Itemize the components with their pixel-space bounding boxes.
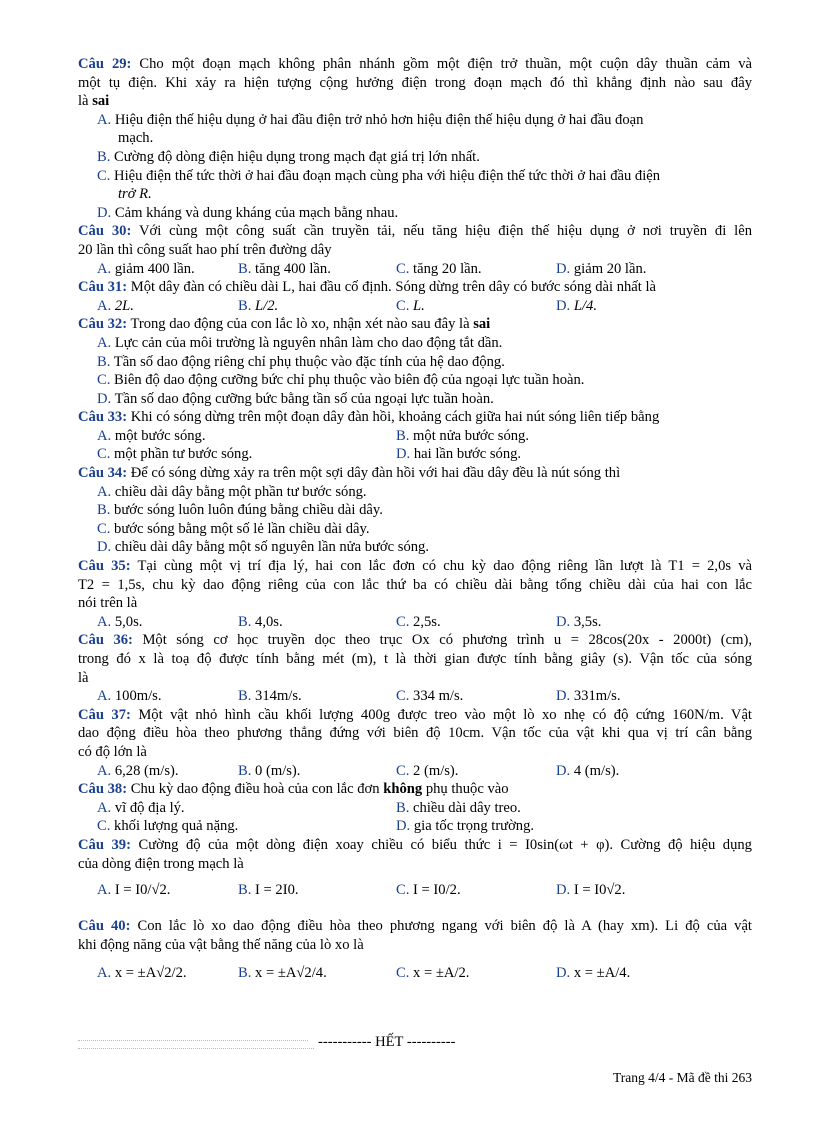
question-text: T2 = 1,5s, chu kỳ dao động riêng của con lắc thứ ba có chiều dài bằng tổng chiều dài của hai con lắc [78,576,752,593]
answer-option[interactable]: B. x = ±A√2/4. [238,965,327,982]
question-text: Với cùng một công suất cần truyền tải, nếu tăng hiệu điện thế hiệu dụng ở nơi truyền đi lên [138,223,752,240]
options-row [78,799,752,818]
options-row [78,260,752,279]
question-text: Con lắc lò xo dao động điều hòa theo phương ngang với biên độ là A (hay xm). Li độ của vật [137,918,752,935]
answer-option[interactable]: C. L. [396,297,425,314]
answer-option[interactable]: D. giảm 20 lần. [556,260,647,277]
question-39 [78,836,752,917]
answer-option[interactable]: B. bước sóng luôn luôn đúng bằng chiều dài dây. [97,502,383,519]
answer-option[interactable]: A. Lực cản của môi trường là nguyên nhân làm cho dao động tắt dần. [97,334,503,351]
options-row [78,817,752,836]
question-label: Câu 30: [78,223,132,240]
answer-option[interactable]: D. chiều dài dây bằng một số nguyên lần nửa bước sóng. [97,539,429,556]
answer-option[interactable]: B. Tần số dao động riêng chỉ phụ thuộc vào đặc tính của hệ dao động. [97,353,505,370]
question-40 [78,917,752,998]
answer-option[interactable]: C. khối lượng quả nặng. [97,818,239,835]
answer-option[interactable]: C. bước sóng bằng một số lẻ lần chiều dài dây. [97,520,370,537]
answer-option[interactable]: A. 2L. [97,297,134,314]
question-label: Câu 39: [78,836,131,853]
question-text: Trong dao động của con lắc lò xo, nhận xét nào sau đây là [130,316,474,333]
options-row [78,687,752,706]
answer-option[interactable]: C. 334 m/s. [396,688,464,705]
answer-option[interactable]: D. x = ±A/4. [556,965,631,982]
question-text: phụ thuộc vào [422,781,509,798]
answer-option[interactable]: A. 5,0s. [97,613,143,630]
answer-option-cont: mạch. [118,130,154,147]
question-text: là [78,669,89,686]
answer-option[interactable]: D. 331m/s. [556,688,621,705]
exam-page [78,55,752,1050]
options-row [78,297,752,316]
answer-option[interactable]: B. một nửa bước sóng. [396,427,529,444]
question-text: Chu kỳ dao động điều hoà của con lắc đơn [130,781,384,798]
answer-option[interactable]: A. Hiệu điện thế hiệu dụng ở hai đầu điện trở nhỏ hơn hiệu điện thế hiệu dụng ở hai đầu đoạn [97,111,644,128]
answer-option[interactable]: B. 4,0s. [238,613,283,630]
answer-option[interactable]: B. 314m/s. [238,688,302,705]
options-row [78,954,752,998]
options-row [78,445,752,464]
question-text: Tại cùng một vị trí địa lý, hai con lắc đơn có chu kỳ dao động riêng lần lượt là T1 = 2,0s và [137,558,752,575]
answer-option[interactable]: D. Tần số dao động cưỡng bức bằng tần số của ngoại lực tuần hoàn. [97,390,494,407]
question-label: Câu 36: [78,632,133,649]
question-29 [78,55,752,222]
question-text: Một sóng cơ học truyền dọc theo trục Ox có phương trình u = 28cos(20x - 2000t) (cm), [142,632,752,649]
question-text: trong đó x là toạ độ được tính bằng mét (m), t là thời gian được tính bằng giây (s). Vận tốc của sóng [78,651,752,667]
answer-option[interactable]: D. L/4. [556,297,597,314]
answer-option[interactable]: A. x = ±A√2/2. [97,965,187,982]
question-35 [78,557,752,631]
question-text: Khi có sóng dừng trên một đoạn dây đàn hồi, khoảng cách giữa hai nút sóng liên tiếp bằng [130,409,660,426]
answer-option[interactable]: B. I = 2I0. [238,882,299,899]
answer-option[interactable]: B. tăng 400 lần. [238,260,331,277]
question-text: của dòng điện trong mạch là [78,855,244,872]
divider [78,1048,314,1049]
answer-option[interactable]: B. Cường độ dòng điện hiệu dụng trong mạch đạt giá trị lớn nhất. [97,148,480,165]
answer-option[interactable]: D. 3,5s. [556,613,602,630]
answer-option[interactable]: C. một phần tư bước sóng. [97,446,253,463]
question-32 [78,315,752,408]
question-38 [78,780,752,836]
question-text: là [78,93,93,110]
answer-option[interactable]: D. 4 (m/s). [556,762,620,779]
answer-option[interactable]: A. chiều dài dây bằng một phần tư bước sóng. [97,483,367,500]
answer-option[interactable]: D. Cảm kháng và dung kháng của mạch bằng nhau. [97,204,399,221]
options-row [78,427,752,446]
question-label: Câu 35: [78,558,131,575]
answer-option[interactable]: D. I = I0√2. [556,882,626,899]
answer-option[interactable]: C. 2,5s. [396,613,441,630]
question-text: dao động điều hòa theo phương thẳng đứng với biên độ 10cm. Vận tốc của vật khi qua vị trí cân bằng [78,725,752,742]
options-row [78,762,752,781]
answer-option[interactable]: B. chiều dài dây treo. [396,799,521,816]
question-text: Một vật nhỏ hình cầu khối lượng 400g được treo vào một lò xo nhẹ có độ cứng 160N/m. Vật [138,706,752,723]
question-text: Để có sóng dừng xảy ra trên một sợi dây đàn hồi với hai đầu dây đều là nút sóng thì [130,465,621,482]
options-row [78,613,752,632]
answer-option[interactable]: A. một bước sóng. [97,427,206,444]
answer-option[interactable]: D. gia tốc trọng trường. [396,818,535,835]
question-text: nói trên là [78,595,138,612]
answer-option[interactable]: B. 0 (m/s). [238,762,301,779]
answer-option[interactable]: A. giảm 400 lần. [97,260,195,277]
emphasis: sai [92,93,110,110]
question-text: có độ lớn là [78,743,147,760]
question-label: Câu 32: [78,316,128,333]
answer-option[interactable]: C. x = ±A/2. [396,965,470,982]
question-36 [78,631,752,705]
question-text: Cường độ của một dòng điện xoay chiều có biểu thức i = I0sin(ωt + φ). Cường độ hiệu dụng [138,836,752,853]
question-label: Câu 29: [78,56,132,72]
question-31 [78,278,752,315]
question-label: Câu 38: [78,781,128,798]
page-footer: Trang 4/4 - Mã đề thi 263 [613,1070,752,1085]
answer-option[interactable]: D. hai lần bước sóng. [396,446,522,463]
question-label: Câu 34: [78,465,128,482]
question-text: 20 lần thì công suất hao phí trên đường dây [78,241,332,258]
question-label: Câu 40: [78,918,131,935]
question-text: Cho một đoạn mạch không phân nhánh gồm một điện trở thuần, một cuộn dây thuần cảm và [139,56,752,72]
answer-option[interactable]: A. I = I0/√2. [97,882,171,899]
answer-option[interactable]: C. tăng 20 lần. [396,260,482,277]
answer-option-cont: trở R. [118,186,152,203]
answer-option[interactable]: B. L/2. [238,297,279,314]
answer-option[interactable]: C. 2 (m/s). [396,762,459,779]
answer-option[interactable]: C. I = I0/2. [396,882,461,899]
answer-option[interactable]: A. 6,28 (m/s). [97,762,179,779]
question-37 [78,706,752,780]
question-text: khi động năng của vật bằng thế năng của lò xo là [78,936,364,953]
question-text: Một dây đàn có chiều dài L, hai đầu cố định. Sóng dừng trên dây có bước sóng dài nhất là [130,279,656,296]
answer-option[interactable]: A. vĩ độ địa lý. [97,799,185,816]
question-34 [78,464,752,557]
question-33 [78,408,752,464]
answer-option[interactable]: A. 100m/s. [97,688,162,705]
end-marker [78,1032,752,1052]
question-text: một tụ điện. Khi xảy ra hiện tượng cộng hưởng điện trong đoạn mạch đó thì khẳng định nào sau đây [78,74,752,91]
end-text: ----------- HẾT ---------- [318,1034,456,1050]
answer-option[interactable]: C. Hiệu điện thế tức thời ở hai đầu đoạn mạch cùng pha với hiệu điện thế tức thời ở hai đầu điện [97,167,661,184]
question-label: Câu 37: [78,706,131,723]
options-row [78,873,752,917]
answer-option[interactable]: C. Biên độ dao động cưỡng bức chỉ phụ thuộc vào biên độ của ngoại lực tuần hoàn. [97,372,585,389]
question-label: Câu 31: [78,279,128,296]
question-30 [78,222,752,278]
question-label: Câu 33: [78,409,128,426]
emphasis: sai [473,316,491,333]
emphasis: không [383,781,423,798]
divider [78,1040,308,1041]
